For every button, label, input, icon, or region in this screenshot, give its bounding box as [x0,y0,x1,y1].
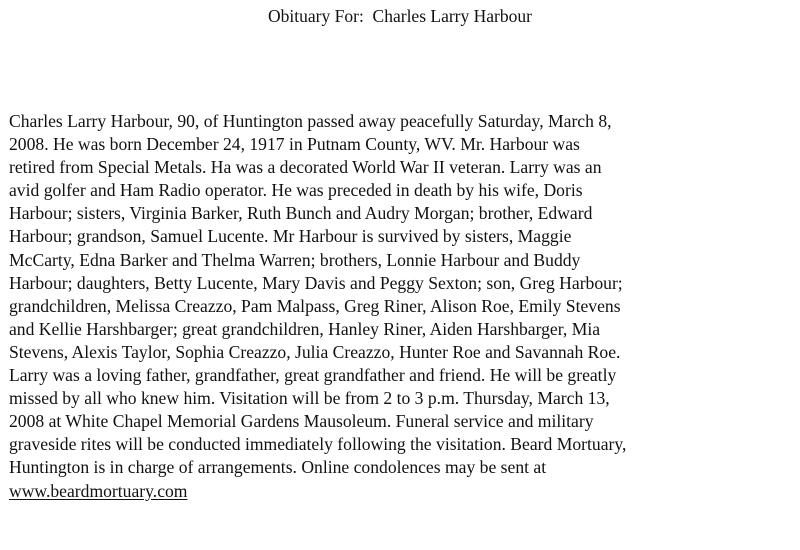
body-line: Larry was a loving father, grandfather, great grandfather and friend. He will be greatly [9,365,617,386]
body-line: Charles Larry Harbour, 90, of Huntington passed away peacefully Saturday, March 8, [9,111,612,131]
body-line: Huntington is in charge of arrangements. Online condolences may be sent at [9,457,547,478]
body-line: missed by all who knew him. Visitation will be from 2 to 3 p.m. Thursday, March 13, [9,388,610,409]
body-line: graveside rites will be conducted immediately following the visitation. Beard Mortuary, [9,434,627,455]
body-line-link [9,480,799,503]
obituary-body [9,110,799,503]
body-line: 2008 at White Chapel Memorial Gardens Mausoleum. Funeral service and military [9,411,594,432]
body-line: avid golfer and Ham Radio operator. He was preceded in death by his wife, Doris [9,180,583,201]
body-line: grandchildren, Melissa Creazzo, Pam Malpass, Greg Riner, Alison Roe, Emily Stevens [9,295,621,316]
body-line: retired from Special Metals. Ha was a decorated World War II veteran. Larry was an [9,157,602,178]
body-line: Stevens, Alexis Taylor, Sophia Creazzo, Julia Creazzo, Hunter Roe and Savannah Roe. [9,341,621,362]
obituary-title: Obituary For: Charles Larry Harbour [268,6,532,26]
body-line: 2008. He was born December 24, 1917 in Putnam County, WV. Mr. Harbour was [9,134,580,155]
body-line: Harbour; daughters, Betty Lucente, Mary Davis and Peggy Sexton; son, Greg Harbour; [9,272,623,293]
body-line: Harbour; sisters, Virginia Barker, Ruth Bunch and Audry Morgan; brother, Edward [9,203,593,224]
body-line: McCarty, Edna Barker and Thelma Warren; brothers, Lonnie Harbour and Buddy [9,249,581,270]
body-line: Harbour; grandson, Samuel Lucente. Mr Harbour is survived by sisters, Maggie [9,226,572,247]
body-line: and Kellie Harshbarger; great grandchildren, Hanley Riner, Aiden Harshbarger, Mia [9,318,601,339]
mortuary-website-link[interactable]: www.beardmortuary.com [9,480,188,501]
